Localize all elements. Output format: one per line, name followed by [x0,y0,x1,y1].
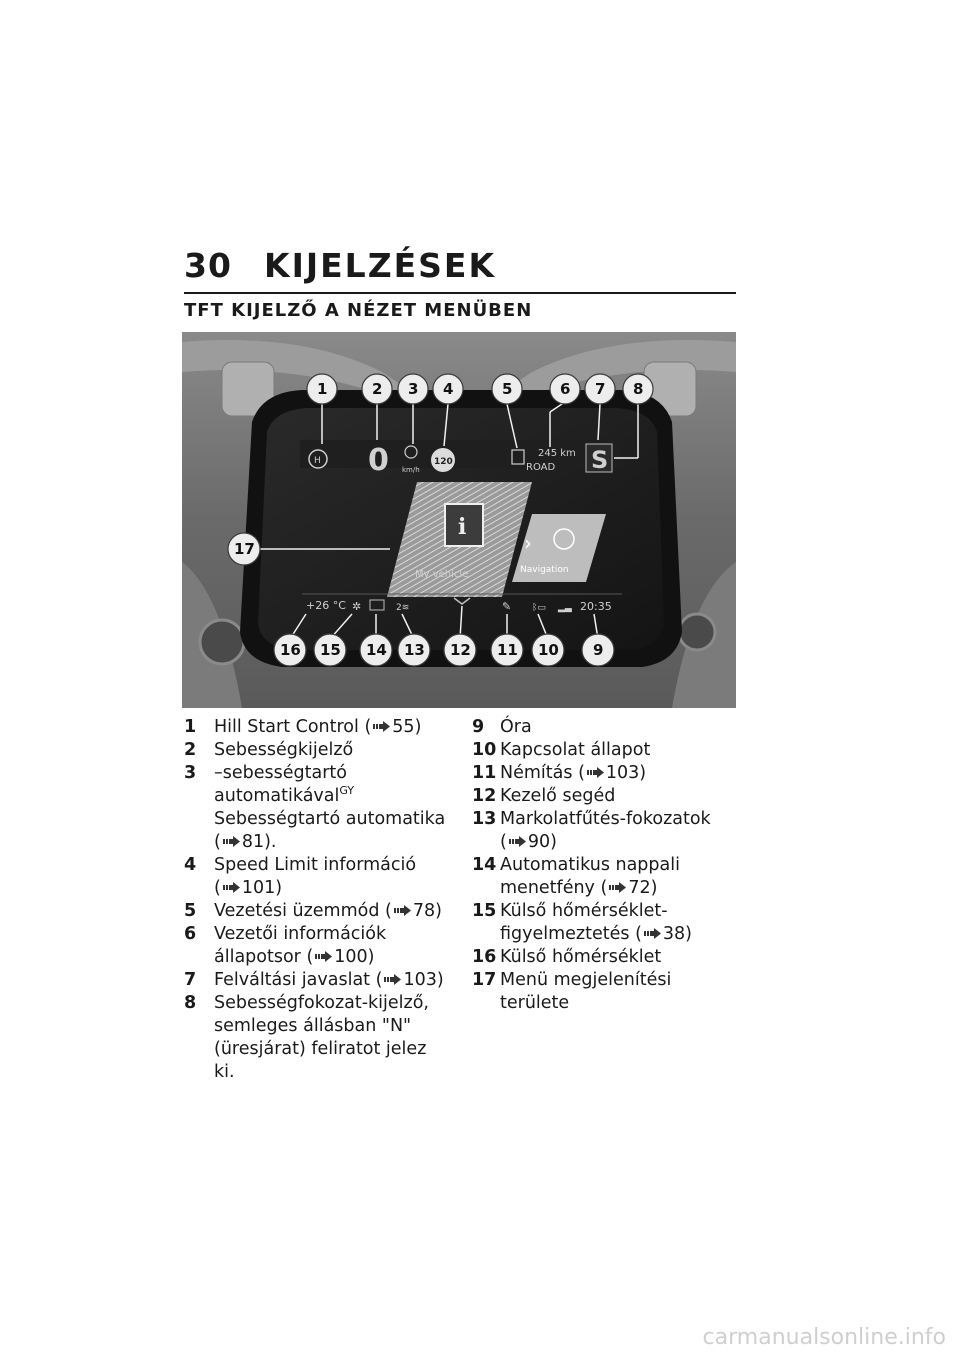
legend-item: 1 Hill Start Control ( 55) [184,717,422,737]
page-reference-icon [373,721,390,732]
svg-text:12: 12 [450,641,471,659]
temp-warning-icon: ✲ [352,600,362,613]
header-divider [184,292,736,294]
legend-item: 16 Külső hőmérséklet [472,947,662,967]
legend-item: 7 Felváltási javaslat ( 103) [184,970,444,990]
callout-10 [532,634,564,666]
callout-9 [582,634,614,666]
page-number: 30 [184,246,232,285]
menu-label-navigation: Navigation [520,565,569,575]
speed-digit: 0 [368,443,389,478]
legend-item: 5 Vezetési üzemmód ( 78) [184,901,442,921]
svg-text:2: 2 [372,380,383,398]
page-reference-icon [587,767,604,778]
legend-item: 3 –sebességtartó automatikával$^{GY}$ Sebességtartó automatika ( 81). [184,763,446,852]
info-icon: i [458,514,467,540]
svg-text:15: 15 [320,641,341,659]
svg-text:7: 7 [595,380,606,398]
page-reference-icon [384,974,401,985]
legend-right [472,716,736,1015]
svg-text:3: 3 [408,380,419,398]
legend-left [184,716,449,1084]
tft-display-illustration [182,332,736,708]
gear-indicator: S [591,446,609,474]
callout-13 [398,634,430,666]
range-value: 245 km [538,448,576,459]
clock-value: 20:35 [580,600,612,613]
callout-3 [398,374,428,404]
callout-2 [362,374,392,404]
callout-14 [360,634,392,666]
legend-item: 11 Némítás ( 103) [472,763,647,783]
svg-text:10: 10 [538,641,559,659]
page-reference-icon [509,836,526,847]
page-reference-icon [223,882,240,893]
page-reference-icon [644,928,661,939]
svg-text:17: 17 [234,540,255,558]
chevron-right-icon: › [524,531,532,555]
svg-text:4: 4 [443,380,454,398]
page-reference-icon [609,882,626,893]
svg-text:8: 8 [633,380,644,398]
callout-5 [492,374,522,404]
callout-16 [274,634,306,666]
svg-text:9: 9 [593,641,604,659]
svg-text:16: 16 [280,641,301,659]
tft-display-photo [182,332,736,708]
speed-unit: km/h [402,466,420,474]
callout-7 [585,374,615,404]
connection-icon: ᛒ▭ [532,603,546,613]
callout-6 [550,374,580,404]
callout-4 [433,374,463,404]
legend-item: 4 Speed Limit információ ( 101) [184,855,417,898]
legend-item: 12 Kezelő segéd [472,786,616,806]
outside-temp: +26 °C [306,599,346,612]
legend-item: 2 Sebességkijelző [184,740,354,760]
legend-item: 17 Menü megjelenítési területe [472,970,672,1013]
svg-text:5: 5 [502,380,513,398]
page-reference-icon [223,836,240,847]
page-reference-icon [315,951,332,962]
callout-17 [228,533,260,565]
callout-12 [444,634,476,666]
menu-label-my-vehicle: My vehicle [415,569,469,580]
callout-11 [491,634,523,666]
svg-text:6: 6 [560,380,571,398]
watermark: carmanualsonline.info [702,1325,946,1350]
hill-start-letter: H [314,456,321,466]
svg-text:13: 13 [404,641,425,659]
riding-mode: ROAD [526,462,556,473]
callout-1 [307,374,337,404]
mute-icon: ✎ [502,600,512,613]
callout-8 [623,374,653,404]
speed-limit-value: 120 [434,457,453,467]
legend-item: 8 Sebességfokozat-kijelző, semleges állásban "N" (üresjárat) feliratot jelez ki. [184,993,429,1082]
svg-text:11: 11 [497,641,518,659]
svg-text:1: 1 [317,380,328,398]
legend-item: 10 Kapcsolat állapot [472,740,651,760]
svg-text:14: 14 [366,641,387,659]
legend-item: 6 Vezetői információk állapotsor ( 100) [184,924,387,967]
signal-icon: ▂▃ [558,603,572,613]
legend-item: 9 Óra [472,717,532,737]
page-reference-icon [394,905,411,916]
callout-15 [314,634,346,666]
legend-item: 13 Markolatfűtés-fokozatok ( 90) [472,809,711,852]
legend-item: 14 Automatikus nappali menetfény ( 72) [472,855,680,898]
legend-item: 15 Külső hőmérséklet-figyelmeztetés ( 38) [472,901,693,944]
grip-heating-icon: 2≋ [396,603,410,613]
chapter-title: KIJELZÉSEK [264,246,497,285]
section-title: TFT KIJELZŐ A NÉZET MENÜBEN [184,300,533,321]
